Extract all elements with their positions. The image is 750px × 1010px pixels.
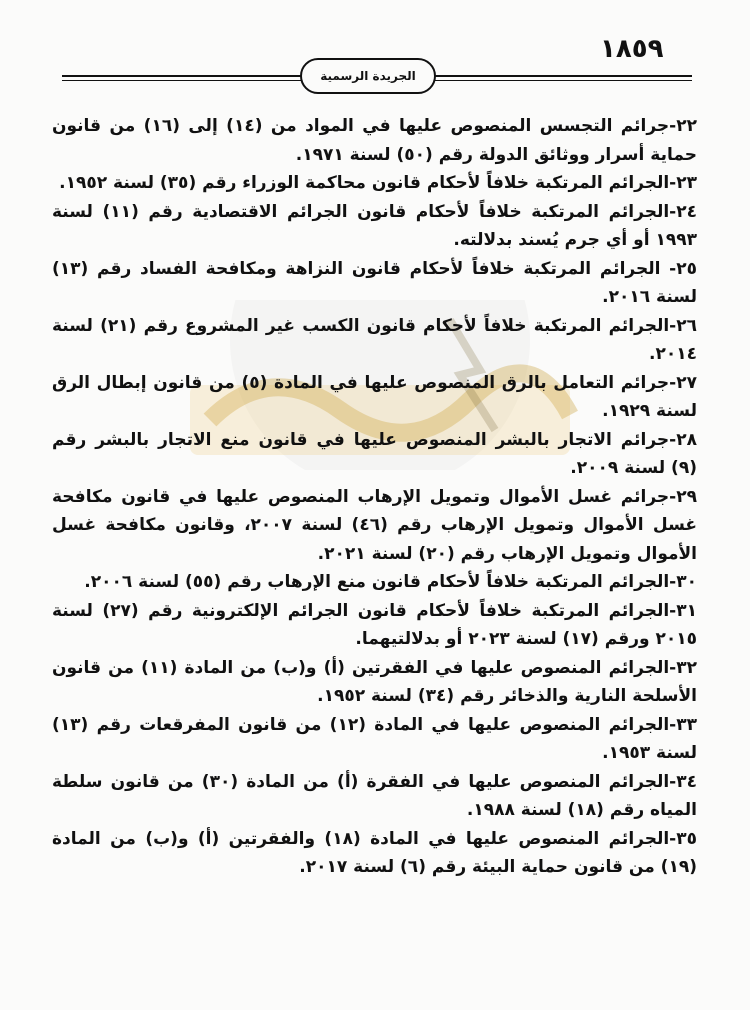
list-item: ٢٦-الجرائم المرتكبة خلافاً لأحكام قانون الكسب غير المشروع رقم (٢١) لسنة ٢٠١٤. xyxy=(52,315,697,364)
publication-title: الجريدة الرسمية xyxy=(320,69,416,83)
list-item: ٣٥-الجرائم المنصوص عليها في المادة (١٨) والفقرتين (أ) و(ب) من المادة (١٩) من قانون حماية البيئة رقم (٦) لسنة ٢٠١٧. xyxy=(52,828,697,877)
list-item: ٢٥- الجرائم المرتكبة خلافاً لأحكام قانون النزاهة ومكافحة الفساد رقم (١٣) لسنة ٢٠١٦. xyxy=(52,258,697,307)
list-item: ٢٢-جرائم التجسس المنصوص عليها في المواد من (١٤) إلى (١٦) من قانون حماية أسرار ووثائق الدولة رقم (٥٠) لسنة ١٩٧١. xyxy=(52,116,697,165)
list-item: ٢٨-جرائم الاتجار بالبشر المنصوص عليها في قانون منع الاتجار بالبشر رقم (٩) لسنة ٢٠٠٩. xyxy=(52,429,697,478)
list-item: ٣٣-الجرائم المنصوص عليها في المادة (١٢) من قانون المفرقعات رقم (١٣) لسنة ١٩٥٣. xyxy=(52,714,697,763)
publication-title-badge xyxy=(300,58,436,94)
page-number: ١٨٥٩ xyxy=(600,34,664,64)
list-item: ٣٢-الجرائم المنصوص عليها في الفقرتين (أ) و(ب) من المادة (١١) من قانون الأسلحة النارية والذخائر رقم (٣٤) لسنة ١٩٥٢. xyxy=(52,657,697,706)
list-item: ٢٧-جرائم التعامل بالرق المنصوص عليها في المادة (٥) من قانون إبطال الرق لسنة ١٩٢٩. xyxy=(52,372,697,421)
list-item: ٢٣-الجرائم المرتكبة خلافاً لأحكام قانون محاكمة الوزراء رقم (٣٥) لسنة ١٩٥٢. xyxy=(59,173,697,193)
articles-list xyxy=(52,112,697,882)
list-item: ٣٠-الجرائم المرتكبة خلافاً لأحكام قانون منع الإرهاب رقم (٥٥) لسنة ٢٠٠٦. xyxy=(84,572,697,592)
list-item: ٣١-الجرائم المرتكبة خلافاً لأحكام قانون الجرائم الإلكترونية رقم (٢٧) لسنة ٢٠١٥ ورقم (١٧) لسنة ٢٠٢٣ أو بدلالتيهما. xyxy=(52,600,697,649)
list-item: ٢٩-جرائم غسل الأموال وتمويل الإرهاب المنصوص عليها في قانون مكافحة غسل الأموال وتمويل الإرهاب رقم (٤٦) لسنة ٢٠٠٧، وقانون مكافحة غسل الأموال وتمويل الإرهاب رقم (٢٠) لسنة ٢٠٢١. xyxy=(52,486,697,564)
list-item: ٣٤-الجرائم المنصوص عليها في الفقرة (أ) من المادة (٣٠) من قانون سلطة المياه رقم (١٨) لسنة ١٩٨٨. xyxy=(52,771,697,820)
list-item: ٢٤-الجرائم المرتكبة خلافاً لأحكام قانون الجرائم الاقتصادية رقم (١١) لسنة ١٩٩٣ أو أي جرم يُسند بدلالته. xyxy=(52,201,697,250)
